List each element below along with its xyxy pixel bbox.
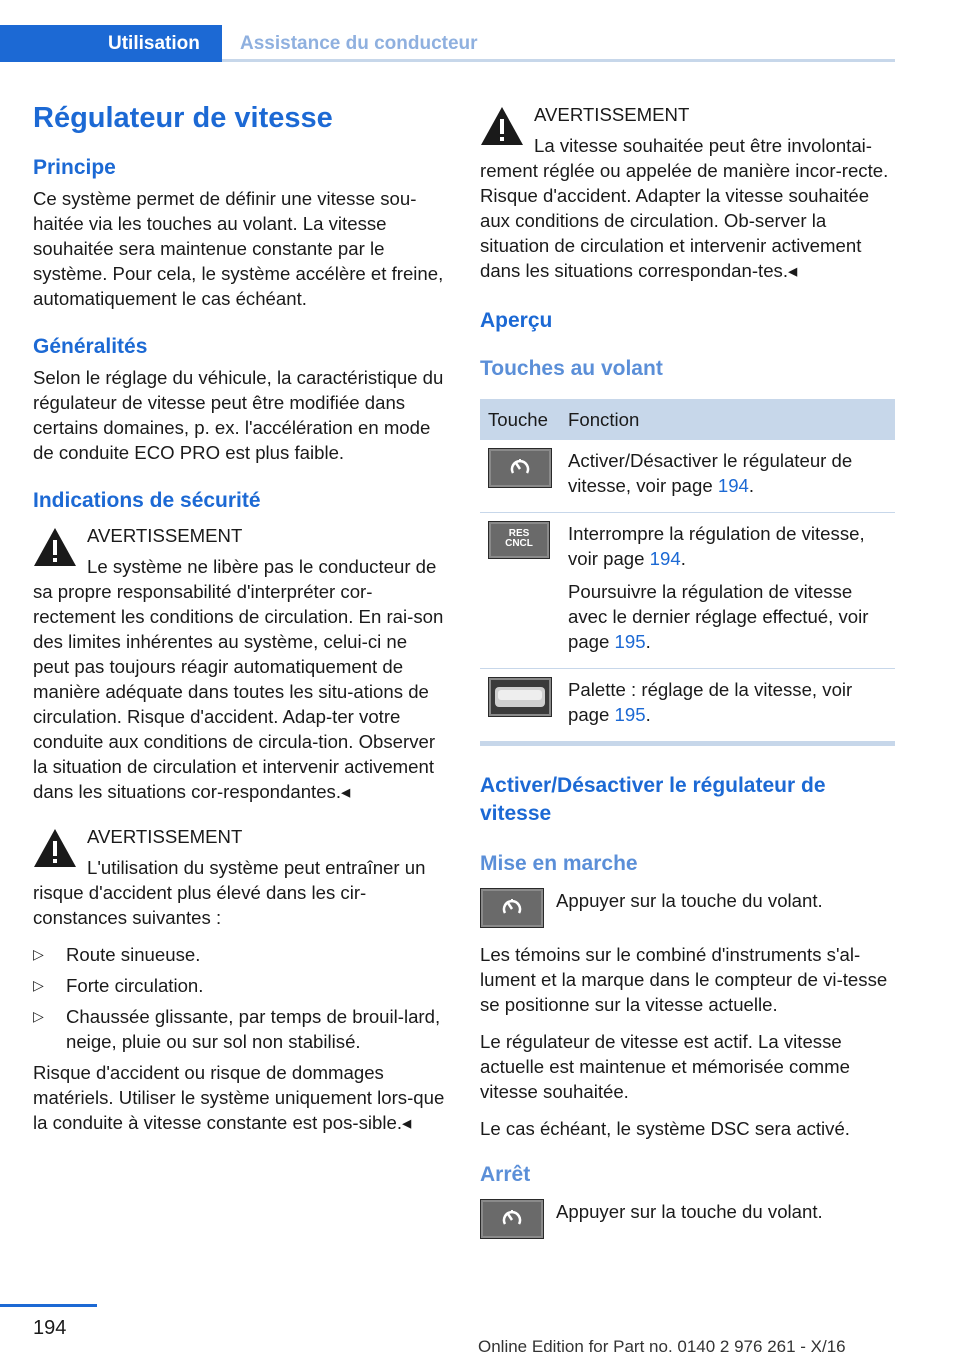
securite-heading: Indications de sécurité xyxy=(33,489,261,512)
speedometer-icon xyxy=(489,449,551,487)
speedometer-icon xyxy=(481,1200,543,1238)
triangle-bullet-icon: ▷ xyxy=(33,977,44,993)
page-title: Régulateur de vitesse xyxy=(33,102,333,134)
function-cell: Interrompre la régulation de vitesse, voir page 194. Poursuivre la régulation de vitesse avec le dernier réglage effectué, voir page 195. xyxy=(560,513,895,669)
cruise-control-key xyxy=(488,448,552,488)
principe-text: Ce système permet de définir une vitesse sou-haitée via les touches au volant. La vitesse souhaitée sera maintenue constante par le système. Pour cela, le système accélère et freine, automatiquement le cas échéant. xyxy=(33,188,444,309)
arret-key-row xyxy=(480,1199,895,1239)
left-column xyxy=(33,100,448,1147)
key-cell xyxy=(480,669,560,744)
table-row xyxy=(480,513,895,669)
marche-paragraph-1: Les témoins sur le combiné d'instruments s'al-lument et la marque dans le compteur de vi-tesse se positionne sur la vitesse actuelle. xyxy=(480,944,888,1015)
touches-heading: Touches au volant xyxy=(480,357,663,380)
key-cell xyxy=(480,440,560,513)
warning-text: Le système ne libère pas le conducteur de sa propre responsabilité d'interpréter cor-rectement les conditions de circulation. En rai-son des limites inhérentes au système, celui-ci ne peut pas toujours réagir automatiquement de manière adéquate dans toutes les situ-ations de circulation. Risque d'accident. Adap-ter votre conduite aux conditions de circula-tion. Observer la situation de circulation et intervenir activement dans les situations cor-respondantes.◂ xyxy=(33,556,444,802)
marche-key-row xyxy=(480,888,895,928)
function-cell: Activer/Désactiver le régulateur de vitesse, voir page 194. xyxy=(560,440,895,513)
tab-assistance-du-conducteur[interactable]: Assistance du conducteur xyxy=(240,33,478,54)
triangle-bullet-icon: ▷ xyxy=(33,946,44,962)
marche-heading: Mise en marche xyxy=(480,852,638,875)
rocker-switch-key xyxy=(488,677,552,717)
column-header-touche: Touche xyxy=(480,399,560,440)
list-item: ▷ Route sinueuse. xyxy=(33,944,201,965)
arret-key-text: Appuyer sur la touche du volant. xyxy=(556,1201,823,1222)
footer-divider xyxy=(0,1304,97,1307)
closing-text: Risque d'accident ou risque de dommages matériels. Utiliser le système uniquement lors-que la conduite à vitesse constante est pos-sible.◂ xyxy=(33,1062,445,1133)
warning-icon xyxy=(480,106,524,146)
principe-heading: Principe xyxy=(33,156,116,179)
right-column xyxy=(480,102,895,1253)
cruise-control-key xyxy=(480,1199,544,1239)
rocker-switch-icon xyxy=(489,678,551,716)
res-cncl-key: RES CNCL xyxy=(488,521,550,559)
triangle-bullet-icon: ▷ xyxy=(33,1008,44,1024)
apercu-heading: Aperçu xyxy=(480,309,553,332)
warning-icon xyxy=(33,828,77,868)
table-header-row xyxy=(480,399,895,440)
conditions-list xyxy=(33,942,448,1054)
warning-title: AVERTISSEMENT xyxy=(87,826,243,847)
warning-title: AVERTISSEMENT xyxy=(534,104,690,125)
warning-icon xyxy=(33,527,77,567)
page-number: 194 xyxy=(33,1317,67,1339)
list-item: ▷ Chaussée glissante, par temps de brouil-lard, neige, pluie ou sur sol non stabilisé. xyxy=(33,1006,441,1052)
generalites-text: Selon le réglage du véhicule, la caractéristique du régulateur de vitesse peut être modifiée dans certains domaines, p. ex. l'accélération en mode de conduite ECO PRO est plus faible. xyxy=(33,367,444,463)
activer-heading: Activer/Désactiver le régulateur de vitesse xyxy=(480,774,826,825)
warning-block-2 xyxy=(33,824,448,930)
page-link[interactable]: 195 xyxy=(614,704,646,725)
page-link[interactable]: 194 xyxy=(649,548,681,569)
marche-key-text: Appuyer sur la touche du volant. xyxy=(556,890,823,911)
speedometer-icon xyxy=(481,889,543,927)
keys-table xyxy=(480,399,895,746)
table-row xyxy=(480,440,895,513)
generalites-heading: Généralités xyxy=(33,335,148,358)
page-link[interactable]: 194 xyxy=(717,475,749,496)
cruise-control-key xyxy=(480,888,544,928)
column-header-fonction: Fonction xyxy=(560,399,895,440)
marche-paragraph-2: Le régulateur de vitesse est actif. La vitesse actuelle est maintenue et mémorisée comme vitesse souhaitée. xyxy=(480,1031,850,1102)
tab-utilisation[interactable]: Utilisation xyxy=(0,25,222,62)
key-cell xyxy=(480,513,560,669)
table-row xyxy=(480,669,895,744)
warning-title: AVERTISSEMENT xyxy=(87,525,243,546)
edition-footer: Online Edition for Part no. 0140 2 976 261 - X/16 xyxy=(478,1337,846,1356)
warning-block-1 xyxy=(33,523,448,804)
arret-heading: Arrêt xyxy=(480,1163,531,1186)
warning-block-3 xyxy=(480,102,895,283)
warning-text: L'utilisation du système peut entraîner un risque d'accident plus élevé dans les cir-constances suivantes : xyxy=(33,857,426,928)
function-cell: Palette : réglage de la vitesse, voir page 195. xyxy=(560,669,895,744)
page-link[interactable]: 195 xyxy=(614,631,646,652)
warning-text: La vitesse souhaitée peut être involontai-rement réglée ou appelée de manière incor-recte. Risque d'accident. Adapter la vitesse souhaitée aux conditions de circulation. Ob-server la situation de circulation et intervenir activement dans les situations correspondan-tes.◂ xyxy=(480,135,889,281)
list-item: ▷ Forte circulation. xyxy=(33,975,204,996)
marche-paragraph-3: Le cas échéant, le système DSC sera activé. xyxy=(480,1118,850,1139)
